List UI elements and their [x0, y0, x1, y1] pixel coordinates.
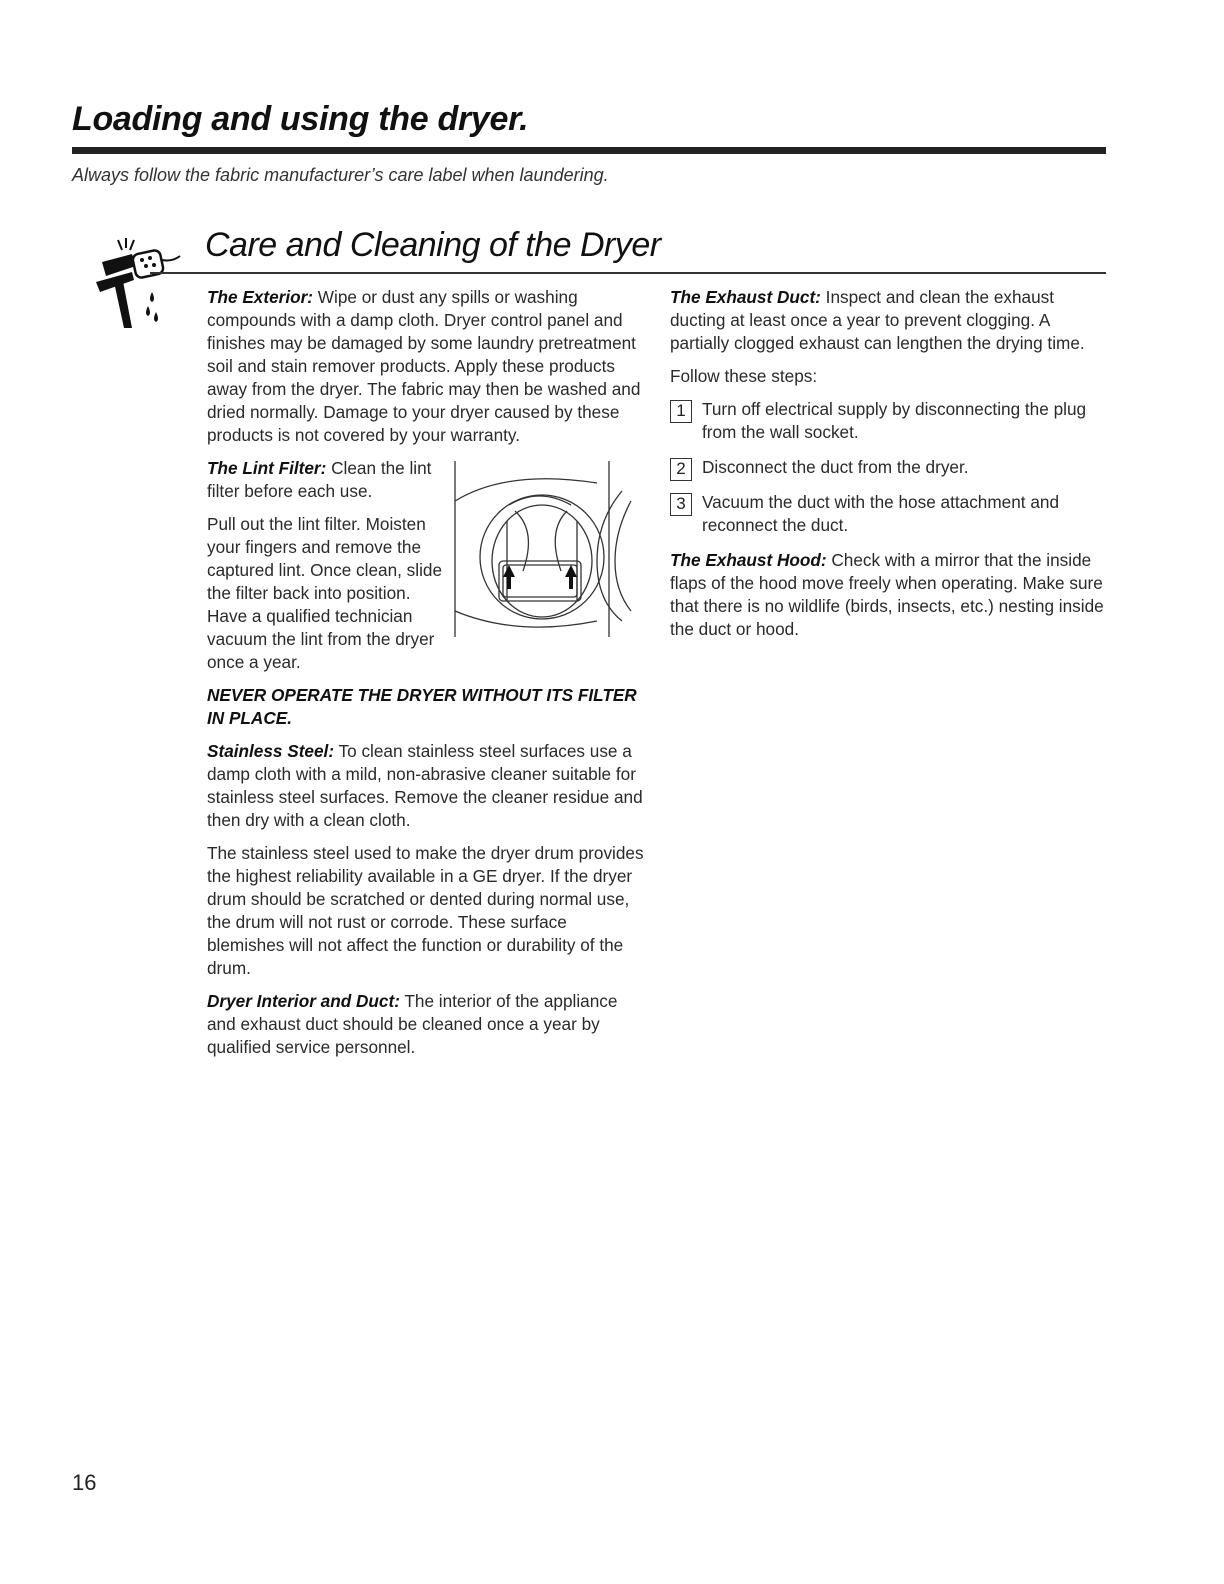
lint-steps: Pull out the lint filter. Moisten your fingers and remove the captured lint. Once clean, slide the filter back into position. Have a qualified technician vacuum the lint from the dryer once a year. — [207, 514, 443, 672]
duct-paragraph — [670, 286, 1110, 355]
step-number: 3 — [670, 493, 692, 516]
page-title: Loading and using the dryer. — [72, 100, 529, 138]
page-subtitle: Always follow the fabric manufacturer’s care label when laundering. — [72, 165, 609, 185]
step-text: Disconnect the duct from the dryer. — [702, 457, 969, 477]
lint-intro: Clean the lint filter before each use. — [207, 458, 432, 501]
section-rule — [150, 272, 1106, 274]
hood-paragraph — [670, 549, 1110, 641]
steel-lead: Stainless Steel: — [207, 741, 335, 761]
right-column — [670, 286, 1110, 651]
interior-paragraph — [207, 990, 647, 1059]
duct-text: Inspect and clean the exhaust ducting at least once a year to prevent clogging. A partially clogged exhaust can lengthen the drying time. — [670, 287, 1085, 353]
steel-paragraph-2: The stainless steel used to make the dryer drum provides the highest reliability available in a GE dryer. If the dryer drum should be scratched or dented during normal use, the drum will not rust or corrode. These surface blemishes will not affect the function or durability of the drum. — [207, 843, 644, 978]
step-number: 2 — [670, 458, 692, 481]
section-title: Care and Cleaning of the Dryer — [205, 226, 661, 264]
left-column — [207, 286, 647, 1069]
steel-text: To clean stainless steel surfaces use a damp cloth with a mild, non-abrasive cleaner suitable for stainless steel surfaces. Remove the cleaner residue and then dry with a clean cloth. — [207, 741, 643, 830]
hood-text: Check with a mirror that the inside flaps of the hood move freely when operating. Make sure that there is no wildlife (birds, insects, etc.) nesting inside the duct or hood. — [670, 550, 1104, 639]
hood-lead: The Exhaust Hood: — [670, 550, 827, 570]
lint-filter-block — [207, 457, 647, 674]
exterior-text: Wipe or dust any spills or washing compounds with a damp cloth. Dryer control panel and finishes may be damaged by some laundry pretreatment soil and stain remover products. Apply these products away from the dryer. The fabric may then be washed and dried normally. Damage to your dryer caused by these products is not covered by your warranty. — [207, 287, 641, 445]
step-item — [670, 456, 1110, 479]
lint-filter-text — [207, 457, 447, 674]
title-rule — [72, 147, 1106, 154]
step-number: 1 — [670, 400, 692, 423]
duct-lead: The Exhaust Duct: — [670, 287, 821, 307]
step-item — [670, 398, 1110, 444]
step-text: Turn off electrical supply by disconnecting the plug from the wall socket. — [702, 399, 1087, 442]
follow-steps-label: Follow these steps: — [670, 366, 818, 386]
exterior-paragraph — [207, 286, 647, 447]
steel-paragraph — [207, 740, 647, 832]
exterior-lead: The Exterior: — [207, 287, 314, 307]
interior-lead: Dryer Interior and Duct: — [207, 991, 400, 1011]
step-text: Vacuum the duct with the hose attachment and reconnect the duct. — [702, 492, 1060, 535]
lint-filter-diagram — [447, 461, 647, 641]
interior-text: The interior of the appliance and exhaust duct should be cleaned once a year by qualified service personnel. — [207, 991, 618, 1057]
filter-warning: NEVER OPERATE THE DRYER WITHOUT ITS FILTER IN PLACE. — [207, 685, 637, 728]
lint-paragraph — [207, 457, 447, 503]
lint-lead: The Lint Filter: — [207, 458, 327, 478]
page-number: 16 — [72, 1470, 97, 1495]
cleaning-sponge-icon — [92, 232, 192, 332]
step-item — [670, 491, 1110, 537]
